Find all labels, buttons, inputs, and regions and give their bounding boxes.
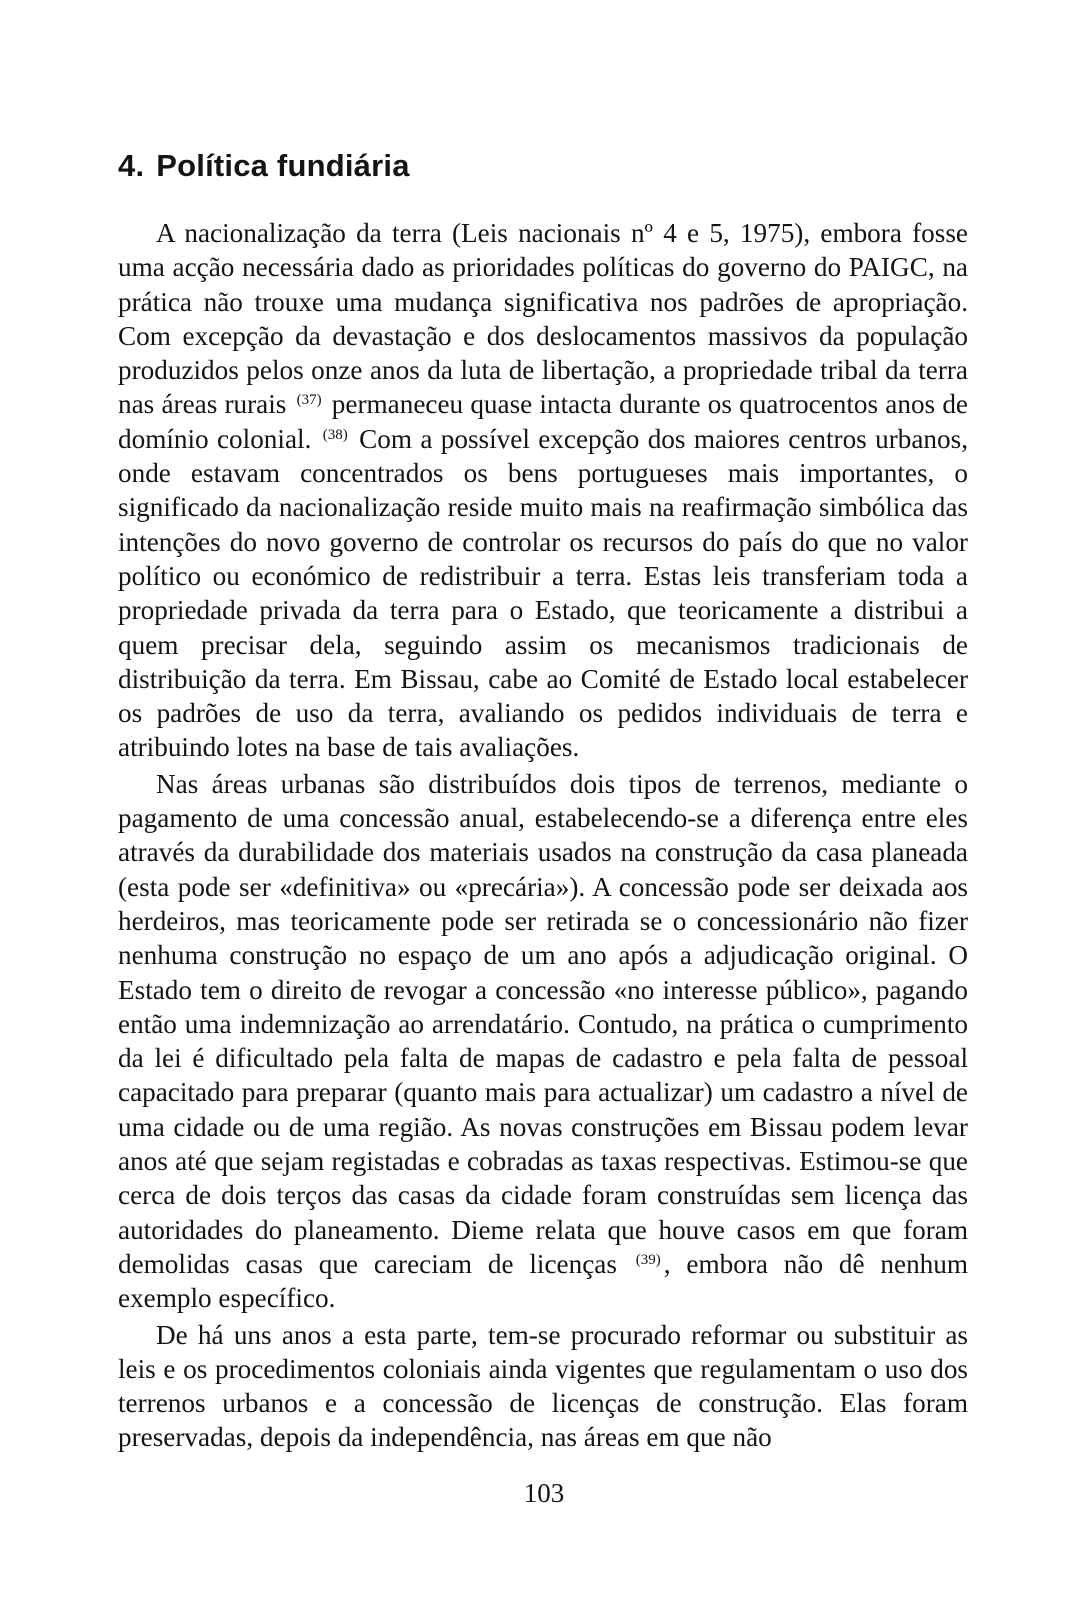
section-title: Política fundiária	[156, 148, 410, 183]
footnote-marker: (39)	[635, 1251, 661, 1268]
footnote-marker: (38)	[322, 426, 348, 443]
paragraph	[118, 767, 968, 1316]
body-text	[118, 216, 968, 1455]
text-run: A nacionalização da terra (Leis nacionais nº 4 e 5, 1975), embora fosse uma acção necessária dado as prioridades políticas do governo do PAIGC, na prática não trouxe uma mudança significativa nos padrões de apropriação. Com excepção da devastação e dos deslocamentos massivos da população produzidos pelos onze anos da luta de libertação, a propriedade tribal da terra nas áreas rurais	[118, 218, 968, 420]
paragraph	[118, 216, 968, 765]
section-heading	[118, 148, 410, 184]
text-run: Nas áreas urbanas são distribuídos dois tipos de terrenos, mediante o pagamento de uma concessão anual, estabelecendo-se a diferença entre eles através da durabilidade dos materiais usados na construção da casa planeada (esta pode ser «definitiva» ou «precária»). A concessão pode ser deixada aos herdeiros, mas teoricamente pode ser retirada se o concessionário não fizer nenhuma construção no espaço de um ano após a adjudicação original. O Estado tem o direito de revogar a concessão «no interesse público», pagando então uma indemnização ao arrendatário. Contudo, na prática o cumprimento da lei é dificultado pela falta de mapas de cadastro e pela falta de pessoal capacitado para preparar (quanto mais para actualizar) um cadastro a nível de uma cidade ou de uma região. As novas construções em Bissau podem levar anos até que sejam registadas e cobradas as taxas respectivas. Estimou-se que cerca de dois terços das casas da cidade foram construídas sem licença das autoridades do planeamento. Dieme relata que houve casos em que foram demolidas casas que careciam de licenças	[118, 768, 968, 1279]
paragraph	[118, 1318, 968, 1455]
text-run: De há uns anos a esta parte, tem-se procurado reformar ou substituir as leis e os procedimentos coloniais ainda vigentes que regulamentam o uso dos terrenos urbanos e a concessão de licenças de construção. Elas foram preservadas, depois da independência, nas áreas em que não	[118, 1319, 968, 1453]
text-run: , embora não dê nenhum exemplo específico.	[118, 1248, 969, 1314]
text-run: Com a possível excepção dos maiores centros urbanos, onde estavam concentrados os bens portugueses mais importantes, o significado da nacionalização reside muito mais na reafirmação simbólica das intenções do novo governo de controlar os recursos do país do que no valor político ou económico de redistribuir a terra. Estas leis transferiam toda a propriedade privada da terra para o Estado, que teoricamente a distribui a quem precisar dela, seguindo assim os mecanismos tradicionais de distribuição da terra. Em Bissau, cabe ao Comité de Estado local estabelecer os padrões de uso da terra, avaliando os pedidos individuais de terra e atribuindo lotes na base de tais avaliações.	[118, 423, 968, 763]
page-number: 103	[523, 1478, 565, 1508]
footnote-marker: (37)	[296, 392, 322, 409]
section-number: 4.	[118, 148, 145, 183]
text-run: permaneceu quase intacta durante os quatrocentos anos de domínio colonial.	[118, 389, 968, 454]
